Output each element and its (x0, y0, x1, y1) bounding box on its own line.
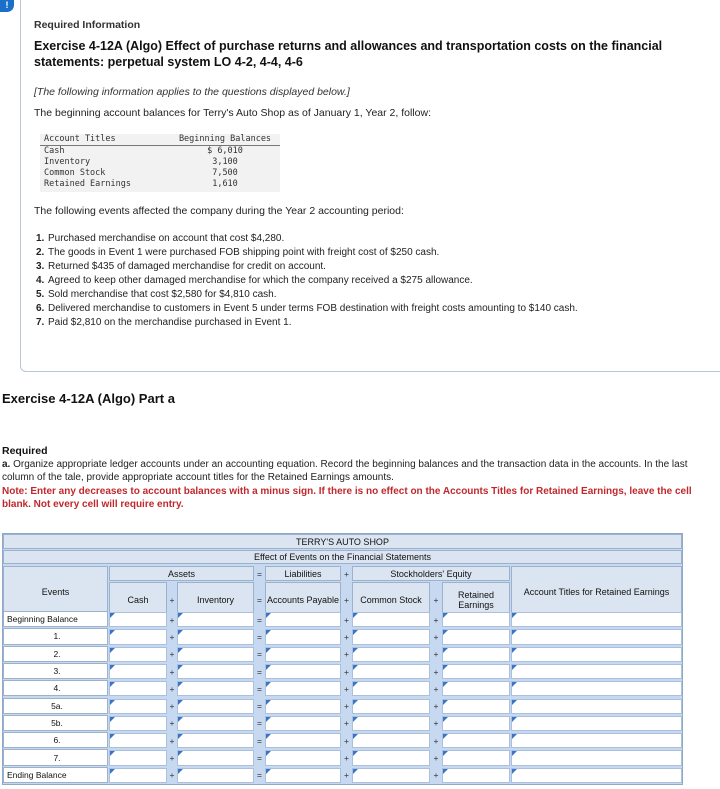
intro-text: The beginning account balances for Terry's Auto Shop as of January 1, Year 2, follow: (34, 107, 431, 119)
accounts-payable-input[interactable] (265, 699, 341, 714)
event-row-label: 5a. (3, 698, 108, 714)
plus-sign: + (344, 568, 349, 579)
re-account-title-input[interactable] (511, 768, 682, 783)
info-note: [The following information applies to the questions displayed below.] (34, 86, 350, 98)
cash-input[interactable] (109, 629, 167, 644)
common-stock-input[interactable] (352, 750, 430, 765)
plus-sign: + (169, 614, 175, 625)
retained-earnings-input[interactable] (442, 647, 510, 662)
plus-sign: + (344, 666, 349, 677)
cash-header: Cash (109, 582, 167, 617)
inventory-input[interactable] (177, 629, 254, 644)
plus-sign: + (169, 770, 175, 781)
cash-input[interactable] (109, 716, 167, 731)
list-item (36, 316, 676, 330)
cash-input[interactable] (109, 699, 167, 714)
required-instructions: Organize appropriate ledger accounts under an accounting equation. Record the beginning balances and the transaction data in the accounts. In the last column of the tale, provide appropriate account titles for the Retained Earnings amounts. (2, 459, 688, 483)
company-name: TERRY'S AUTO SHOP (3, 534, 682, 549)
inventory-header: Inventory (177, 582, 254, 617)
event-text: Sold merchandise that cost $2,580 for $4,810 cash. (48, 289, 277, 300)
balance-title: Retained Earnings (44, 179, 131, 189)
equals-sign: = (257, 735, 262, 746)
balances-header-row (40, 134, 280, 146)
event-row-label: Beginning Balance (3, 611, 108, 627)
retained-earnings-header: Retained Earnings (442, 582, 510, 617)
plus-sign: + (344, 614, 349, 625)
plus-sign: + (169, 631, 175, 642)
balance-title: Inventory (44, 157, 91, 167)
event-number: 5. (36, 289, 45, 300)
event-row-label: 7. (3, 749, 108, 765)
common-stock-input[interactable] (352, 681, 430, 696)
event-row-label: 5b. (3, 715, 108, 731)
inventory-input[interactable] (177, 733, 254, 748)
accounts-payable-input[interactable] (265, 664, 341, 679)
inventory-input[interactable] (177, 647, 254, 662)
balances-row (40, 157, 280, 168)
list-item (36, 246, 676, 260)
event-number: 7. (36, 317, 45, 328)
plus-sign: + (433, 718, 439, 729)
cash-input[interactable] (109, 647, 167, 662)
retained-earnings-input[interactable] (442, 733, 510, 748)
re-account-title-input[interactable] (511, 699, 682, 714)
plus-sign: + (169, 649, 175, 660)
plus-sign: + (344, 770, 349, 781)
equals-sign: = (257, 568, 262, 579)
equity-header: Stockholders' Equity (352, 566, 510, 581)
event-text: Agreed to keep other damaged merchandise for which the company received a $275 allowance. (48, 275, 473, 286)
required-prefix: a. (2, 459, 11, 470)
plus-sign: + (169, 701, 175, 712)
accounts-payable-input[interactable] (265, 750, 341, 765)
retained-earnings-input[interactable] (442, 750, 510, 765)
retained-earnings-input[interactable] (442, 612, 510, 627)
balance-title: Cash (44, 146, 65, 156)
cash-input[interactable] (109, 612, 167, 627)
list-item (36, 288, 676, 302)
equals-sign: = (257, 614, 262, 625)
cash-input[interactable] (109, 681, 167, 696)
re-titles-header: Account Titles for Retained Earnings (511, 566, 682, 617)
retained-earnings-input[interactable] (442, 664, 510, 679)
plus-sign: + (433, 701, 439, 712)
accounts-payable-input[interactable] (265, 629, 341, 644)
common-stock-input[interactable] (352, 699, 430, 714)
retained-earnings-input[interactable] (442, 699, 510, 714)
plus-sign: + (433, 666, 439, 677)
accounts-payable-input[interactable] (265, 768, 341, 783)
common-stock-input[interactable] (352, 664, 430, 679)
balances-row (40, 179, 280, 190)
event-text: Returned $435 of damaged merchandise for credit on account. (48, 261, 326, 272)
plus-sign: + (433, 770, 439, 781)
list-item (36, 232, 676, 246)
common-stock-input[interactable] (352, 716, 430, 731)
retained-earnings-input[interactable] (442, 716, 510, 731)
equals-sign: = (257, 594, 262, 605)
equals-sign: = (257, 753, 262, 764)
events-intro: The following events affected the company during the Year 2 accounting period: (34, 205, 404, 217)
equals-sign: = (257, 631, 262, 642)
balance-title: Common Stock (44, 168, 106, 178)
event-text: Paid $2,810 on the merchandise purchased in Event 1. (48, 317, 292, 328)
common-stock-input[interactable] (352, 733, 430, 748)
retained-earnings-input[interactable] (442, 681, 510, 696)
plus-sign: + (344, 594, 349, 605)
cash-input[interactable] (109, 750, 167, 765)
plus-sign: + (433, 614, 439, 625)
required-information-heading: Required Information (34, 19, 141, 31)
sheet-subtitle: Effect of Events on the Financial Statements (3, 550, 682, 564)
list-item (36, 274, 676, 288)
equals-sign: = (257, 770, 262, 781)
plus-sign: + (433, 735, 439, 746)
assets-header: Assets (109, 566, 254, 581)
balances-row (40, 146, 280, 157)
accounts-payable-input[interactable] (265, 716, 341, 731)
accounts-payable-input[interactable] (265, 612, 341, 627)
plus-sign: + (433, 683, 439, 694)
plus-sign: + (433, 649, 439, 660)
beginning-balances-table (40, 134, 280, 192)
common-stock-input[interactable] (352, 612, 430, 627)
accounts-payable-input[interactable] (265, 733, 341, 748)
part-title: Exercise 4-12A (Algo) Part a (2, 391, 175, 406)
equals-sign: = (257, 649, 262, 660)
balance-value: $ 6,010 (207, 146, 243, 156)
event-number: 2. (36, 247, 45, 258)
event-list (36, 232, 676, 330)
re-account-title-input[interactable] (511, 681, 682, 696)
alert-icon: ! (0, 0, 14, 12)
common-stock-input[interactable] (352, 629, 430, 644)
plus-sign: + (433, 631, 439, 642)
event-row-label: 6. (3, 732, 108, 748)
common-stock-header: Common Stock (352, 582, 430, 617)
cash-input[interactable] (109, 768, 167, 783)
re-account-title-input[interactable] (511, 647, 682, 662)
equals-sign: = (257, 718, 262, 729)
balances-row (40, 168, 280, 179)
event-text: The goods in Event 1 were purchased FOB shipping point with freight cost of $250 cash. (48, 247, 440, 258)
plus-sign: + (344, 735, 349, 746)
event-number: 4. (36, 275, 45, 286)
required-label: Required (2, 445, 48, 457)
col-account-titles: Account Titles (44, 134, 116, 144)
cash-input[interactable] (109, 664, 167, 679)
required-text (2, 458, 718, 484)
events-header: Events (3, 566, 108, 617)
balance-value: 1,610 (212, 179, 238, 189)
list-item (36, 302, 676, 316)
accounts-payable-input[interactable] (265, 647, 341, 662)
plus-sign: + (169, 718, 175, 729)
re-account-title-input[interactable] (511, 664, 682, 679)
plus-sign: + (169, 594, 175, 605)
retained-earnings-input[interactable] (442, 768, 510, 783)
event-row-label: 2. (3, 646, 108, 662)
inventory-input[interactable] (177, 664, 254, 679)
re-account-title-input[interactable] (511, 750, 682, 765)
event-row-label: Ending Balance (3, 767, 108, 783)
inventory-input[interactable] (177, 750, 254, 765)
inventory-input[interactable] (177, 768, 254, 783)
inventory-input[interactable] (177, 681, 254, 696)
event-row-label: 3. (3, 663, 108, 679)
re-account-title-input[interactable] (511, 612, 682, 627)
cash-input[interactable] (109, 733, 167, 748)
common-stock-input[interactable] (352, 768, 430, 783)
event-text: Delivered merchandise to customers in Event 5 under terms FOB destination with freight costs amounting to $140 cash. (48, 303, 578, 314)
plus-sign: + (344, 649, 349, 660)
event-row-label: 4. (3, 680, 108, 696)
inventory-input[interactable] (177, 612, 254, 627)
exercise-title: Exercise 4-12A (Algo) Effect of purchase returns and allowances and transportation costs on the financial statements: perpetual system LO 4-2, 4-4, 4-6 (34, 39, 663, 69)
plus-sign: + (344, 701, 349, 712)
event-number: 3. (36, 261, 45, 272)
accounts-payable-input[interactable] (265, 681, 341, 696)
list-item (36, 260, 676, 274)
event-row-label: 1. (3, 628, 108, 644)
balance-value: 3,100 (212, 157, 238, 167)
plus-sign: + (344, 753, 349, 764)
plus-sign: + (433, 594, 439, 605)
event-number: 6. (36, 303, 45, 314)
col-beginning-balances: Beginning Balances (178, 134, 272, 144)
plus-sign: + (433, 753, 439, 764)
event-number: 1. (36, 233, 45, 244)
required-note: Note: Enter any decreases to account balances with a minus sign. If there is no effect on the Accounts Titles for Retained Earnings, leave the cell blank. Not every cell will require entry. (2, 486, 692, 510)
plus-sign: + (344, 683, 349, 694)
plus-sign: + (344, 631, 349, 642)
plus-sign: + (169, 666, 175, 677)
accounts-payable-header: Accounts Payable (265, 582, 341, 617)
re-account-title-input[interactable] (511, 733, 682, 748)
equals-sign: = (257, 701, 262, 712)
financial-statements-worksheet (2, 533, 683, 785)
plus-sign: + (344, 718, 349, 729)
inventory-input[interactable] (177, 699, 254, 714)
equals-sign: = (257, 666, 262, 677)
event-text: Purchased merchandise on account that cost $4,280. (48, 233, 285, 244)
balance-value: 7,500 (212, 168, 238, 178)
common-stock-input[interactable] (352, 647, 430, 662)
plus-sign: + (169, 753, 175, 764)
re-account-title-input[interactable] (511, 716, 682, 731)
re-account-title-input[interactable] (511, 629, 682, 644)
liabilities-header: Liabilities (265, 566, 341, 581)
retained-earnings-input[interactable] (442, 629, 510, 644)
plus-sign: + (169, 735, 175, 746)
plus-sign: + (169, 683, 175, 694)
inventory-input[interactable] (177, 716, 254, 731)
equals-sign: = (257, 683, 262, 694)
